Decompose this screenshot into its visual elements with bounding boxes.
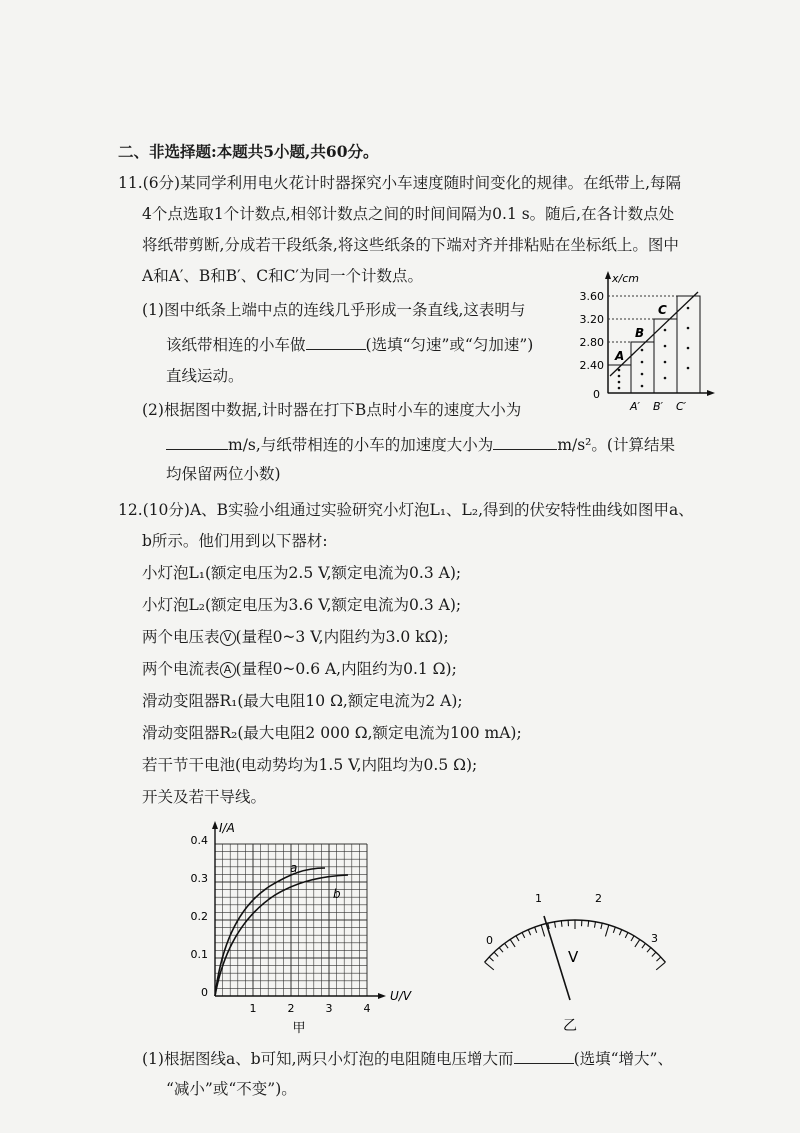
ytick-3-60: 3.60 — [579, 290, 604, 303]
dial-tick-mark — [494, 952, 498, 956]
dial-tick-mark — [605, 925, 608, 936]
dial-tick-mark — [656, 962, 665, 970]
q11-answer-blank-2[interactable] — [166, 433, 228, 450]
dial-tick-mark — [601, 923, 602, 929]
u-axis-arrow — [378, 993, 386, 999]
dial-caption: 乙 — [563, 1018, 577, 1034]
dial-tick-mark — [561, 921, 562, 927]
dial-tick-mark — [522, 933, 525, 938]
dial-tick-mark — [528, 930, 530, 936]
y-axis-arrow — [605, 271, 611, 279]
q11-part2-text-a: m/s,与纸带相连的小车的加速度大小为 — [228, 436, 494, 454]
dial-pointer — [544, 916, 570, 1000]
ytick-0-4: 0.4 — [190, 834, 208, 847]
xtick-1: 1 — [249, 1002, 257, 1015]
graph-jia-caption: 甲 — [292, 1021, 306, 1036]
ammeter-text: 两个电流表 — [142, 660, 220, 678]
voltmeter-dial-yi — [470, 888, 680, 1038]
dial-tick-mark — [656, 957, 660, 961]
q11-answer-blank-3[interactable] — [493, 433, 557, 450]
xtick-3: 3 — [325, 1002, 333, 1015]
ytick-3-20: 3.20 — [579, 313, 604, 326]
voltmeter-text: 两个电压表 — [142, 628, 220, 646]
ytick-0: 0 — [201, 986, 208, 999]
q12-line-1: 12.(10分)A、B实验小组通过实验研究小灯泡L₁、L₂,得到的伏安特性曲线如图甲a、 — [118, 501, 694, 519]
q11-part2-line-1: (2)根据图中数据,计时器在打下B点时小车的速度大小为 — [142, 401, 522, 419]
curve-a-label: a — [290, 861, 298, 875]
xlabel-A-prime: A′ — [630, 400, 641, 413]
strip-label-C: C — [658, 303, 667, 317]
ammeter-symbol-icon: A — [220, 662, 236, 678]
q11-part1-text-a: 该纸带相连的小车做 — [166, 336, 306, 354]
ytick-2-80: 2.80 — [579, 336, 604, 349]
dial-tick-mark — [516, 936, 519, 941]
q12-item-battery: 若干节干电池(电动势均为1.5 V,内阻均为0.5 Ω); — [142, 756, 478, 774]
q11-part1-line-1: (1)图中纸条上端中点的连线几乎形成一条直线,这表明与 — [142, 301, 526, 319]
dial-tick-mark — [647, 948, 651, 953]
q12-item-rheostat-2: 滑动变阻器R₂(最大电阻2 000 Ω,额定电流为100 mA); — [142, 724, 522, 742]
strip-label-A: A — [615, 349, 625, 363]
q11-part1-line-3: 直线运动。 — [166, 367, 244, 385]
curve-b-label: b — [333, 887, 341, 901]
dial-tick-mark — [613, 927, 615, 933]
q12-item-bulb-1: 小灯泡L₁(额定电压为2.5 V,额定电流为0.3 A); — [142, 564, 462, 582]
dial-tick-mark — [541, 925, 544, 936]
q12-item-rheostat-1: 滑动变阻器R₁(最大电阻10 Ω,额定电流为2 A); — [142, 692, 463, 710]
q11-strip-graph — [570, 268, 720, 418]
section-title: 二、非选择题:本题共5小题,共60分。 — [118, 142, 379, 161]
dial-tick-mark — [510, 939, 515, 947]
q12-item-ammeter — [142, 659, 457, 679]
curve-a — [215, 868, 325, 996]
xlabel-B-prime: B′ — [653, 400, 664, 413]
i-axis-arrow — [212, 821, 218, 829]
dial-tick-mark — [499, 948, 503, 953]
q12-part1-text-b: (选填“增大”、 — [573, 1050, 673, 1068]
q12-line-2: b所示。他们用到以下器材: — [142, 532, 328, 550]
dial-tick-mark — [535, 927, 537, 933]
dial-tick-mark — [505, 943, 509, 948]
q12-item-voltmeter — [142, 627, 449, 647]
dial-symbol: V — [568, 948, 579, 966]
q11-part1-line-2 — [166, 333, 533, 355]
dial-tick-mark — [489, 957, 493, 961]
q11-part2-line-3: 均保留两位小数) — [166, 465, 281, 483]
q11-part2-line-2 — [166, 433, 675, 455]
q12-part1-text-a: (1)根据图线a、b可知,两只小灯泡的电阻随电压增大而 — [142, 1050, 514, 1068]
dial-tick-1: 1 — [535, 892, 542, 905]
q11-part1-text-b: (选填“匀速”或“匀加速”) — [365, 336, 534, 354]
ytick-0-2: 0.2 — [190, 910, 208, 923]
q11-line-2: 4个点选取1个计数点,相邻计数点之间的时间间隔为0.1 s。随后,在各计数点处 — [142, 205, 675, 223]
voltmeter-symbol-icon: V — [220, 630, 236, 646]
q12-item-switch: 开关及若干导线。 — [142, 788, 267, 806]
voltmeter-spec: (量程0~3 V,内阻约为3.0 kΩ); — [235, 628, 449, 646]
xtick-2: 2 — [287, 1002, 295, 1015]
q11-line-1: 11.(6分)某同学利用电火花计时器探究小车速度随时间变化的规律。在纸带上,每隔 — [118, 174, 682, 192]
q11-line-3: 将纸带剪断,分成若干段纸条,将这些纸条的下端对齐并排粘贴在坐标纸上。图中 — [142, 236, 679, 254]
q12-item-bulb-2: 小灯泡L₂(额定电压为3.6 V,额定电流为0.3 A); — [142, 596, 462, 614]
strip-label-B: B — [635, 326, 645, 340]
xtick-4: 4 — [363, 1002, 371, 1015]
strip-4 — [677, 296, 700, 393]
iv-graph-jia — [180, 818, 420, 1040]
dial-tick-3: 3 — [651, 932, 658, 945]
ytick-0-1: 0.1 — [190, 948, 208, 961]
dial-tick-mark — [652, 952, 656, 956]
dial-tick-2: 2 — [595, 892, 602, 905]
q11-answer-blank-1[interactable] — [306, 333, 366, 350]
q12-part1-line-1 — [142, 1047, 673, 1069]
ytick-2-40: 2.40 — [579, 359, 604, 372]
dial-tick-mark — [594, 922, 595, 928]
ytick-0: 0 — [593, 388, 600, 401]
y-axis-label: x/cm — [612, 272, 639, 285]
dial-tick-0: 0 — [486, 934, 493, 947]
dial-tick-mark — [588, 921, 589, 927]
q12-answer-blank-1[interactable] — [514, 1047, 574, 1064]
i-axis-label: I/A — [219, 821, 235, 835]
q11-part2-text-b: m/s²。(计算结果 — [557, 436, 675, 454]
dial-tick-mark — [625, 933, 628, 938]
q11-line-4: A和A′、B和B′、C和C′为同一个计数点。 — [142, 267, 423, 285]
dial-tick-mark — [555, 922, 556, 928]
xlabel-C-prime: C′ — [676, 400, 687, 413]
ammeter-spec: (量程0~0.6 A,内阻约为0.1 Ω); — [235, 660, 457, 678]
dial-tick-mark — [635, 939, 640, 947]
dial-tick-mark — [631, 936, 634, 941]
curve-b — [215, 875, 348, 996]
dial-tick-mark — [619, 930, 621, 936]
dial-tick-mark — [642, 943, 646, 948]
dial-tick-mark — [485, 962, 494, 970]
x-axis-arrow — [707, 390, 715, 396]
u-axis-label: U/V — [390, 989, 412, 1003]
q12-part1-line-2: “减小”或“不变”)。 — [166, 1080, 297, 1098]
ytick-0-3: 0.3 — [190, 872, 208, 885]
